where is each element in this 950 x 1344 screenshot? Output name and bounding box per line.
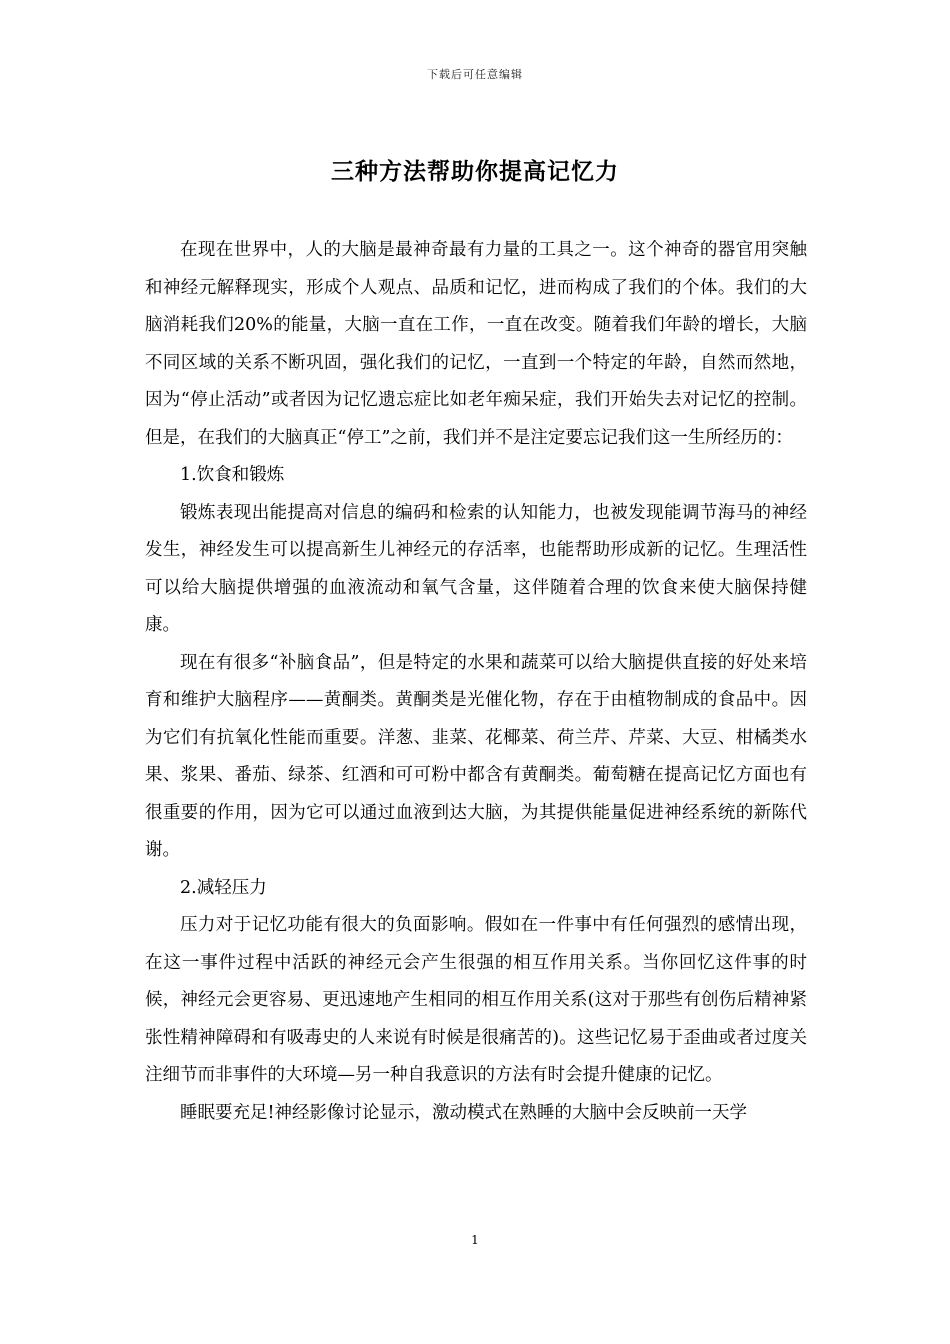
paragraph-flavonoids: 现在有很多“补脑食品”，但是特定的水果和蔬菜可以给大脑提供直接的好处来培育和维护大脑程序——黄酮类。黄酮类是光催化物，存在于由植物制成的食品中。因为它们有抗氧化性能而重要。洋葱、韭菜、花椰菜、荷兰芹、芹菜、大豆、柑橘类水果、浆果、番茄、绿茶、红酒和可可粉中都含有黄酮类。葡萄糖在提高记忆方面也有很重要的作用，因为它可以通过血液到达大脑，为其提供能量促进神经系统的新陈代谢。 (145, 652, 807, 860)
paragraph-intro: 在现在世界中，人的大脑是最神奇最有力量的工具之一。这个神奇的器官用突触和神经元解释现实，形成个人观点、品质和记忆，进而构成了我们的个体。我们的大脑消耗我们20%的能量，大脑一直在工作，一直在改变。随着我们年龄的增长，大脑不同区域的关系不断巩固，强化我们的记忆，一直到一个特定的年龄，自然而然地，因为“停止活动”或者因为记忆遗忘症比如老年痴呆症，我们开始失去对记忆的控制。但是，在我们的大脑真正“停工”之前，我们并不是注定要忘记我们这一生所经历的： (145, 240, 807, 448)
section-heading-diet-exercise: 1.饮食和锻炼 (180, 465, 285, 485)
document-title: 三种方法帮助你提高记忆力 (331, 158, 619, 185)
section-heading-reduce-stress: 2.减轻压力 (180, 877, 267, 898)
header-note: 下载后可任意编辑 (427, 68, 523, 81)
paragraph-stress: 压力对于记忆功能有很大的负面影响。假如在一件事中有任何强烈的感情出现，在这一事件过程中活跃的神经元会产生很强的相互作用关系。当你回忆这件事的时候，神经元会更容易、更迅速地产生相同的相互作用关系(这对于那些有创伤后精神紧张性精神障碍和有吸毒史的人来说有时候是很痛苦的)。这些记忆易于歪曲或者过度关注细节而非事件的大环境—另一种自我意识的方法有时会提升健康的记忆。 (145, 915, 807, 1085)
page-number: 1 (471, 1233, 479, 1247)
paragraph-exercise: 锻炼表现出能提高对信息的编码和检索的认知能力，也被发现能调节海马的神经发生，神经发生可以提高新生儿神经元的存活率，也能帮助形成新的记忆。生理活性可以给大脑提供增强的血液流动和氧气含量，这伴随着合理的饮食来使大脑保持健康。 (145, 502, 807, 635)
paragraph-sleep: 睡眠要充足!神经影像讨论显示，激动模式在熟睡的大脑中会反映前一天学 (180, 1102, 748, 1123)
document-body (145, 232, 807, 1132)
